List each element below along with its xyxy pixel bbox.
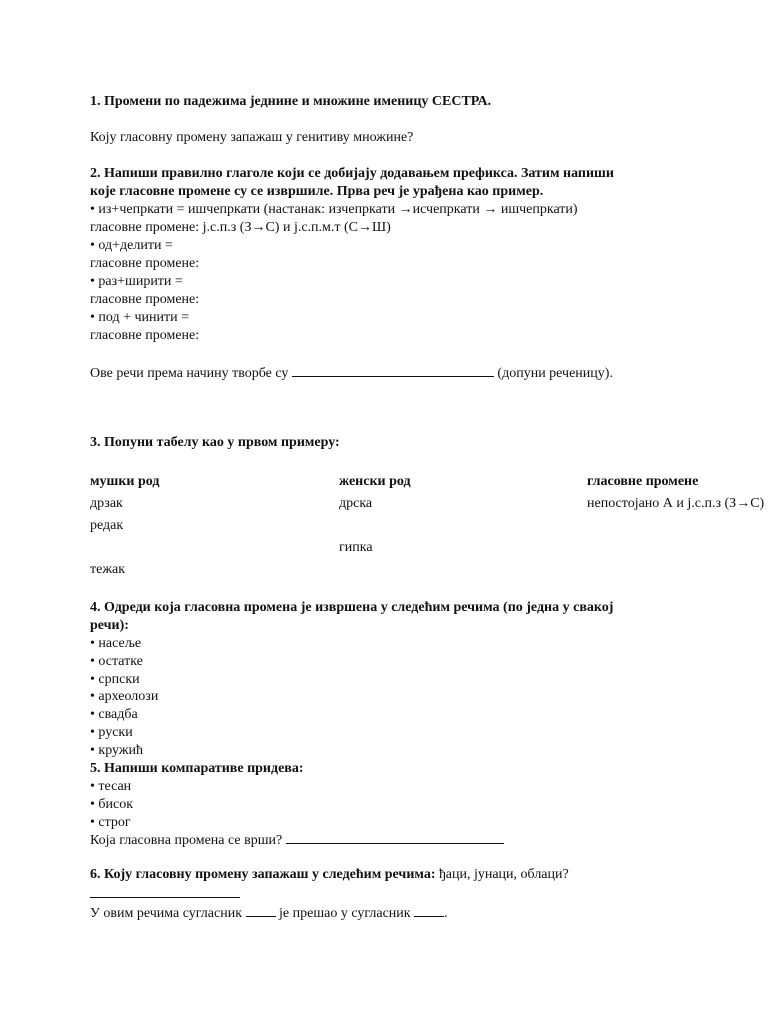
table-cell: тежак bbox=[90, 562, 126, 577]
q6-answer-blank[interactable] bbox=[90, 884, 240, 898]
q2-title-line-1: 2. Напиши правилно глаголе који се добијају додавањем префикса. Затим напиши bbox=[90, 166, 614, 181]
q5-answer-blank[interactable] bbox=[286, 830, 504, 844]
q2-line: • раз+ширити = bbox=[90, 274, 183, 289]
list-item: • руски bbox=[90, 725, 133, 740]
list-item: • бисок bbox=[90, 797, 134, 812]
q2-line: гласовне промене: ј.с.п.з (З→С) и ј.с.п.м.т (С→Ш) bbox=[90, 220, 391, 235]
q6-sentence bbox=[90, 903, 448, 923]
q2-fill-sentence bbox=[90, 363, 613, 383]
table-header-sound-changes: гласовне промене bbox=[587, 474, 699, 489]
q6-title bbox=[90, 866, 569, 884]
q6-sentence-b: је прешао у сугласник bbox=[279, 906, 411, 921]
list-item: • археолози bbox=[90, 689, 159, 704]
table-cell: дрска bbox=[339, 496, 373, 511]
list-item: • остатке bbox=[90, 654, 143, 669]
q1-title: 1. Промени по падежима једнине и множине именицу СЕСТРА. bbox=[90, 94, 492, 109]
q2-title-line-2: које гласовне промене су се извршиле. Прва реч је урађена као пример. bbox=[90, 184, 544, 199]
list-item: • свадба bbox=[90, 707, 138, 722]
list-item: • насеље bbox=[90, 636, 142, 651]
q2-line: гласовне промене: bbox=[90, 256, 200, 271]
q6-sentence-end: . bbox=[444, 906, 448, 921]
list-item: • кружић bbox=[90, 743, 143, 758]
table-header-masculine: мушки род bbox=[90, 474, 160, 489]
q2-answer-blank[interactable] bbox=[292, 363, 494, 377]
q6-sentence-a: У овим речима сугласник bbox=[90, 906, 243, 921]
q6-consonant-blank-1[interactable] bbox=[246, 903, 276, 917]
table-cell: дрзак bbox=[90, 496, 123, 511]
q6-consonant-blank-2[interactable] bbox=[414, 903, 444, 917]
q6-words: ђаци, јунаци, облаци? bbox=[435, 867, 569, 882]
table-header-feminine: женски род bbox=[339, 474, 411, 489]
list-item: • тесан bbox=[90, 779, 132, 794]
q2-line: • од+делити = bbox=[90, 238, 173, 253]
q2-line: • из+чепркати = ишчепркати (настанак: изчепркати →исчепркати → ишчепркати) bbox=[90, 202, 578, 217]
q1-subquestion: Коју гласовну промену запажаш у генитиву множине? bbox=[90, 130, 414, 145]
q5-question-text: Која гласовна промена се врши? bbox=[90, 833, 283, 848]
q2-line: гласовне промене: bbox=[90, 292, 200, 307]
q5-question bbox=[90, 830, 504, 850]
q4-title-line-1: 4. Одреди која гласовна промена је извршена у следећим речима (по једна у свакој bbox=[90, 600, 614, 615]
table-cell: гипка bbox=[339, 540, 373, 555]
q5-title: 5. Напиши компаративе придева: bbox=[90, 761, 304, 776]
list-item: • строг bbox=[90, 815, 131, 830]
list-item: • српски bbox=[90, 672, 140, 687]
q2-fill-after: (допуни реченицу). bbox=[497, 366, 613, 381]
table-cell: редак bbox=[90, 518, 124, 533]
q2-line: гласовне промене: bbox=[90, 328, 200, 343]
q2-fill-before: Ове речи према начину творбе су bbox=[90, 366, 289, 381]
q6-answer-line bbox=[90, 884, 240, 904]
q2-line: • под + чинити = bbox=[90, 310, 190, 325]
q3-title: 3. Попуни табелу као у првом примеру: bbox=[90, 435, 340, 450]
q4-title-line-2: речи): bbox=[90, 618, 129, 633]
table-cell: непостојано А и ј.с.п.з (З→С) bbox=[587, 496, 765, 511]
q6-title-text: 6. Коју гласовну промену запажаш у следећим речима: bbox=[90, 867, 436, 882]
